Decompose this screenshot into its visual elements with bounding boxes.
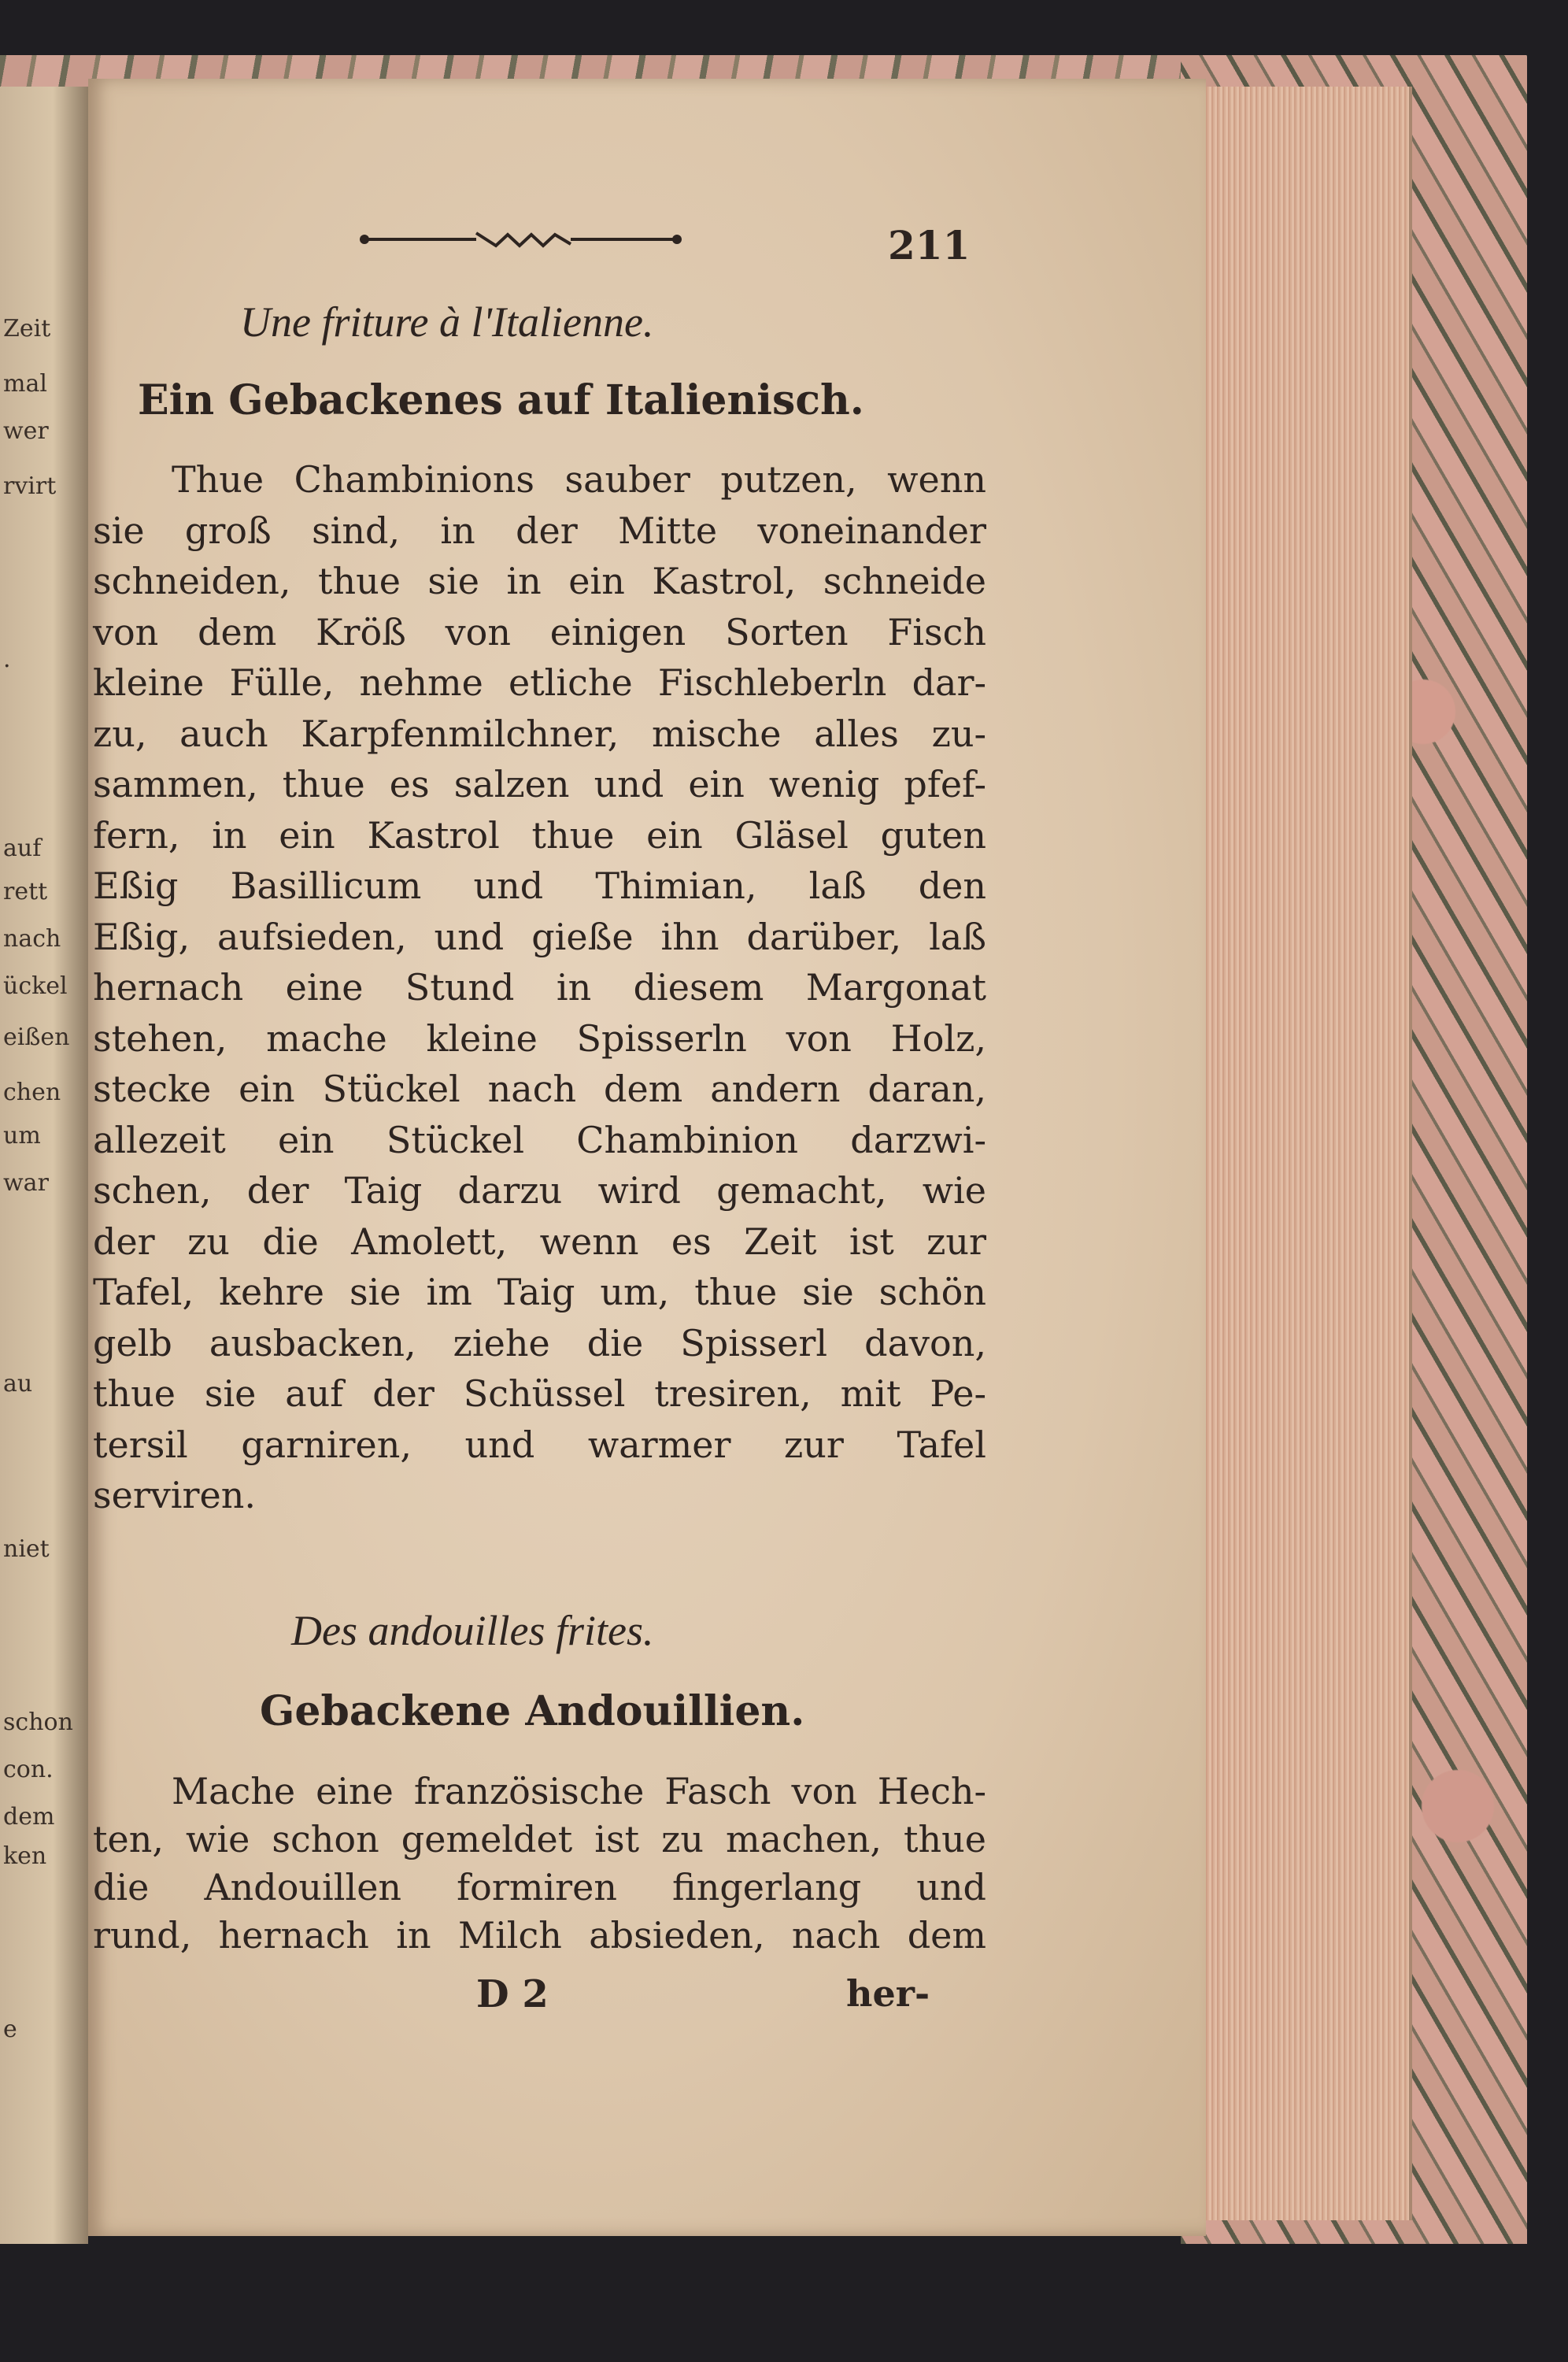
section2-title-fr: Des andouilles frites. <box>291 1607 654 1654</box>
left-page-fragment: con. <box>3 1756 54 1783</box>
body-line: ten, wie schon gemeldet ist zu machen, thue <box>93 1818 986 1860</box>
body-line: thue sie auf der Schüssel tresiren, mit Pe- <box>93 1372 986 1415</box>
body-line: tersil garniren, und warmer zur Tafel <box>93 1423 986 1466</box>
left-page-fragment: . <box>3 646 11 673</box>
body-line: Mache eine französische Fasch von Hech- <box>172 1770 986 1812</box>
left-page-fragment: war <box>3 1169 49 1197</box>
left-page-fragment: chen <box>3 1079 61 1106</box>
left-page-fragment: niet <box>3 1535 50 1563</box>
body-line: hernach eine Stund in diesem Margonat <box>93 966 986 1009</box>
body-line: sie groß sind, in der Mitte voneinander <box>93 509 986 552</box>
page-number: 211 <box>888 222 971 268</box>
left-page-fragment: nach <box>3 925 61 953</box>
body-line: rund, hernach in Milch absieden, nach dem <box>93 1914 986 1957</box>
body-line: Eßig Basillicum und Thimian, laß den <box>93 864 986 907</box>
left-page-fragment: e <box>3 2016 17 2043</box>
body-line: stehen, mache kleine Spisserln von Holz, <box>93 1016 986 1060</box>
left-page-fragment: schon <box>3 1709 73 1736</box>
body-line: gelb ausbacken, ziehe die Spisserl davon, <box>93 1321 986 1364</box>
left-page-fragment: wer <box>3 417 49 445</box>
left-page-fragment: dem <box>3 1803 55 1831</box>
page-edges <box>1196 87 1412 2220</box>
section1-title-fr: Une friture à l'Italienne. <box>240 298 654 346</box>
body-line: schneiden, thue sie in ein Kastrol, schneide <box>93 560 986 602</box>
body-line: zu, auch Karpfenmilchner, mische alles zu- <box>93 712 986 755</box>
left-page-fragment: ken <box>3 1842 47 1870</box>
body-line: schen, der Taig darzu wird gemacht, wie <box>93 1169 986 1212</box>
left-page-fragment: eißen <box>3 1024 70 1051</box>
catchword: her- <box>846 1972 930 2015</box>
left-page-fragment: rett <box>3 878 48 905</box>
left-page-fragment: rvirt <box>3 472 57 500</box>
section1-title-de: Ein Gebackenes auf Italienisch. <box>138 376 864 424</box>
body-line: Tafel, kehre sie im Taig um, thue sie schön <box>93 1271 986 1313</box>
body-line: Eßig, aufsieden, und gieße ihn darüber, laß <box>93 915 986 958</box>
body-line: serviren. <box>93 1474 256 1516</box>
left-page-strip <box>0 87 88 2244</box>
body-line: der zu die Amolett, wenn es Zeit ist zur <box>93 1220 986 1263</box>
left-page-fragment: au <box>3 1370 33 1398</box>
body-line: fern, in ein Kastrol thue ein Gläsel guten <box>93 813 986 857</box>
left-page-fragment: auf <box>3 835 42 862</box>
left-page-fragment: Zeit <box>3 315 51 342</box>
left-page-fragment: um <box>3 1122 41 1150</box>
signature-mark: D 2 <box>476 1972 549 2016</box>
body-line: stecke ein Stückel nach dem andern daran, <box>93 1068 986 1110</box>
section2-title-de: Gebackene Andouillien. <box>260 1687 805 1735</box>
body-line: kleine Fülle, nehme etliche Fischleberln dar- <box>93 661 986 704</box>
body-line: sammen, thue es salzen und ein wenig pfef- <box>93 763 986 805</box>
body-line: allezeit ein Stückel Chambinion darzwi- <box>93 1118 986 1161</box>
header-ornament <box>358 230 689 249</box>
body-line: die Andouillen formiren fingerlang und <box>93 1866 986 1908</box>
body-line: Thue Chambinions sauber putzen, wenn <box>172 458 986 501</box>
body-line: von dem Kröß von einigen Sorten Fisch <box>93 610 986 653</box>
left-page-fragment: ückel <box>3 972 68 1000</box>
left-page-fragment: mal <box>3 370 47 398</box>
